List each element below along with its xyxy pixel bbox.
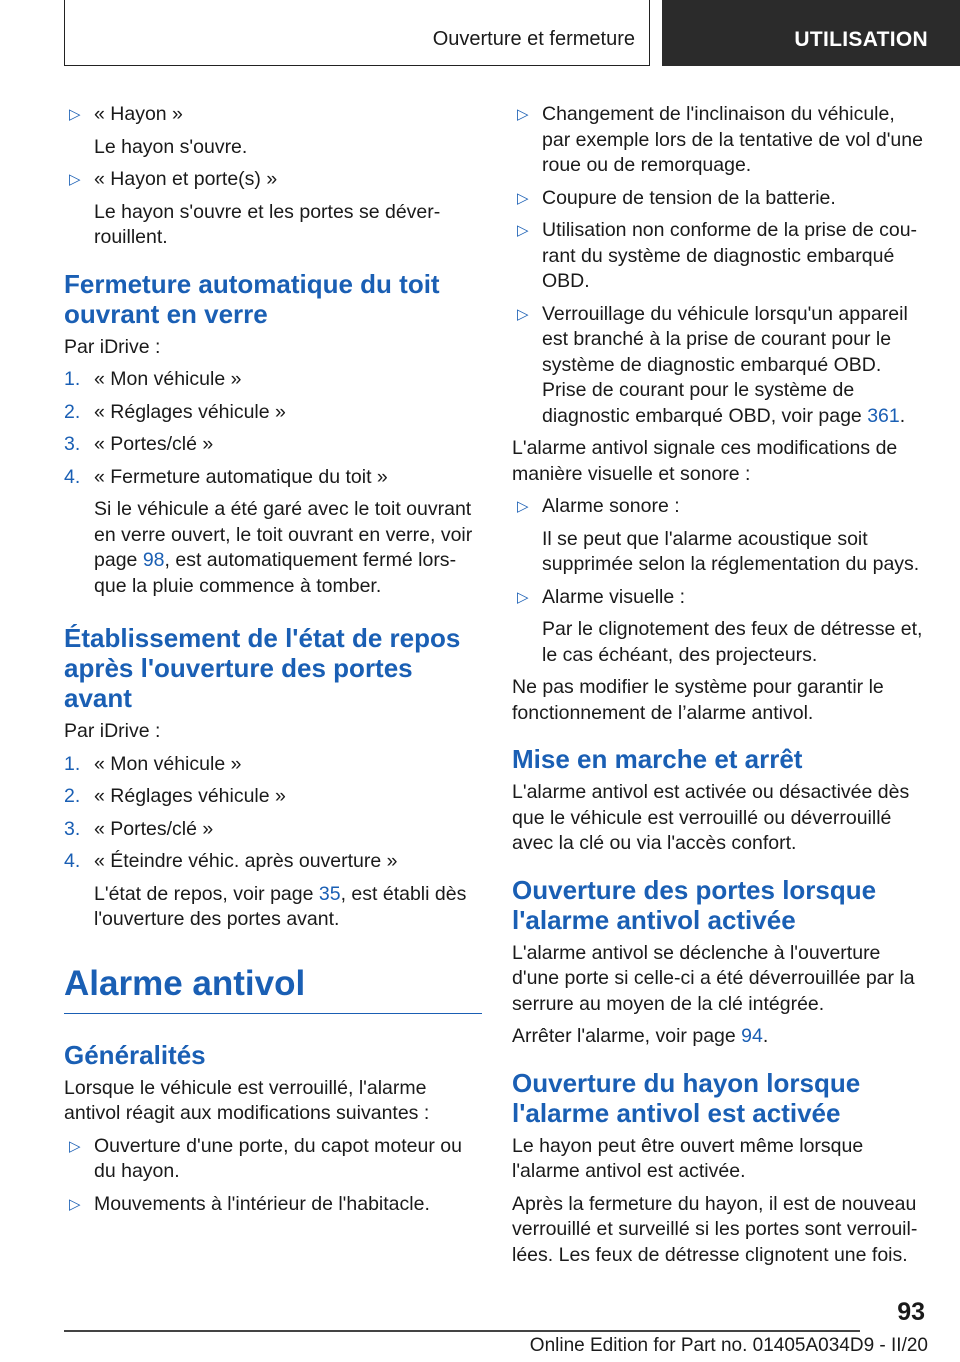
general-text: Lorsque le véhicule est verrouillé, l'alarme antivol réagit aux modifications suivantes : [64,1076,430,1124]
bullet-icon: ▷ [517,189,529,207]
bullet-icon: ▷ [69,1137,81,1155]
bullet-icon: ▷ [517,106,529,123]
bullet-icon: ▷ [517,222,529,239]
bullet-icon: ▷ [69,171,81,188]
list-item: ▷ Verrouillage du véhicule lorsqu'un appareil est branché à la prise de courant pour le système de diagnostic embarqué OBD. Prise de courant pour le système de diagnostic embarqué OBD, voir page 361. [517,302,908,427]
page-header [0,0,960,66]
left-column [64,102,482,1224]
heading-auto-close: Fermeture automatique du toit ouvrant en verre [64,268,440,329]
list-item: ▷ Mouvements à l'intérieur de l'habitacle. [64,1192,482,1218]
heading-general: Généralités [64,1039,206,1070]
footer-edition: Online Edition for Part no. 01405A034D9 - II/20 [529,1335,928,1356]
step-item: 3. « Portes/clé » [64,817,214,840]
tailgate-text-2: Après la fermeture du hayon, il est de nouveau verrouillé et surveillé si les portes sont verrouillées. Les feux de détresse clignotent une fois. [512,1192,918,1266]
via-idrive: Par iDrive : [64,335,161,358]
heading-on-off: Mise en marche et arrêt [512,744,803,774]
list-item: ▷ Coupure de tension de la batterie. [512,186,928,212]
page-link[interactable]: 94 [741,1025,763,1047]
list-item: ▷ Utilisation non conforme de la prise de courant du système de diagnostic embarqué OBD. [517,219,918,292]
step-item: 4. « Fermeture automatique du toit » Si le véhicule a été garé avec le toit ouvrant en verre ouvert, le toit ouvrant en verre, voir page 98, est automatiquement fermé lorsque la pluie commence à tomber. [64,465,482,600]
page-link[interactable]: 35 [318,882,341,905]
page-number: 93 [897,1298,925,1326]
heading-alarm: Alarme antivol [64,963,482,1014]
header-section-box [64,0,650,66]
step-item: 3. « Portes/clé » [64,433,214,455]
footer-divider [64,1330,860,1332]
bullet-icon: ▷ [517,588,529,606]
bullet-icon: ▷ [69,1195,81,1213]
step-item: 4. « Éteindre véhic. après ouverture » L'état de repos, voir page 35, est établi dès l'ouverture des portes avant. [64,849,482,933]
heading-doors: Ouverture des portes lorsque l'alarme antivol activée [512,874,877,935]
step-description: L'état de repos, voir page 35, est établi dès l'ouverture des portes avant. [94,882,467,930]
bullet-icon: ▷ [517,498,529,515]
no-modify-text: Ne pas modifier le système pour garantir le fonctionnement de l’alarme antivol. [512,676,884,724]
page-link[interactable]: 98 [142,549,165,571]
list-item: ▷ Changement de l'inclinaison du véhicule, par exemple lors de la tentative de vol d'une roue ou de remorquage. [517,103,923,176]
step-description: Si le véhicule a été garé avec le toit ouvrant en verre ouvert, le toit ouvrant en verre, voir page 98, est automatiquement fermé lorsque la pluie commence à tomber. [94,498,473,597]
stop-alarm-text: Arrêter l'alarme, voir page 94. [512,1025,769,1047]
page-link[interactable]: 361 [867,404,900,427]
section-title: Ouverture et fermeture [432,28,635,50]
list-item: ▷ « Hayon et porte(s) » Le hayon s'ouvre et les portes se déverrouillent. [69,168,441,248]
step-item: 2. « Réglages véhicule » [64,785,286,807]
step-item: 1. « Mon véhicule » [64,368,242,390]
right-column [512,102,928,1275]
heading-tailgate: Ouverture du hayon lorsque l'alarme antivol est activée [512,1067,861,1128]
bullet-icon: ▷ [517,305,529,323]
via-idrive: Par iDrive : [64,720,161,742]
tailgate-text-1: Le hayon peut être ouvert même lorsque l'alarme antivol est activée. [512,1134,864,1182]
on-off-text: L'alarme antivol est activée ou désactivée dès que le véhicule est verrouillé ou déverrouillé avec la clé ou via l'accès confort. [512,781,910,854]
header-chapter-box [662,0,960,66]
list-item: ▷ Alarme visuelle : Par le clignotement des feux de détresse et, le cas échéant, des projecteurs. [517,585,923,666]
signal-text: L'alarme antivol signale ces modifications de manière visuelle et sonore : [512,437,898,485]
list-item: ▷ « Hayon » Le hayon s'ouvre. [69,103,248,158]
step-item: 1. « Mon véhicule » [64,752,242,775]
bullet-icon: ▷ [69,106,81,123]
list-item: ▷ Alarme sonore : Il se peut que l'alarme acoustique soit supprimée selon la réglementation du pays. [517,495,920,575]
chapter-title: UTILISATION [794,28,928,51]
heading-rest-state: Établissement de l'état de repos après l'ouverture des portes avant [64,623,461,713]
doors-text: L'alarme antivol se déclenche à l'ouverture d'une porte si celle-ci a été déverrouillée par la serrure au moyen de la clé intégrée. [512,941,915,1015]
list-item: ▷ Ouverture d'une porte, du capot moteur ou du hayon. [69,1134,462,1182]
step-item: 2. « Réglages véhicule » [64,400,286,423]
